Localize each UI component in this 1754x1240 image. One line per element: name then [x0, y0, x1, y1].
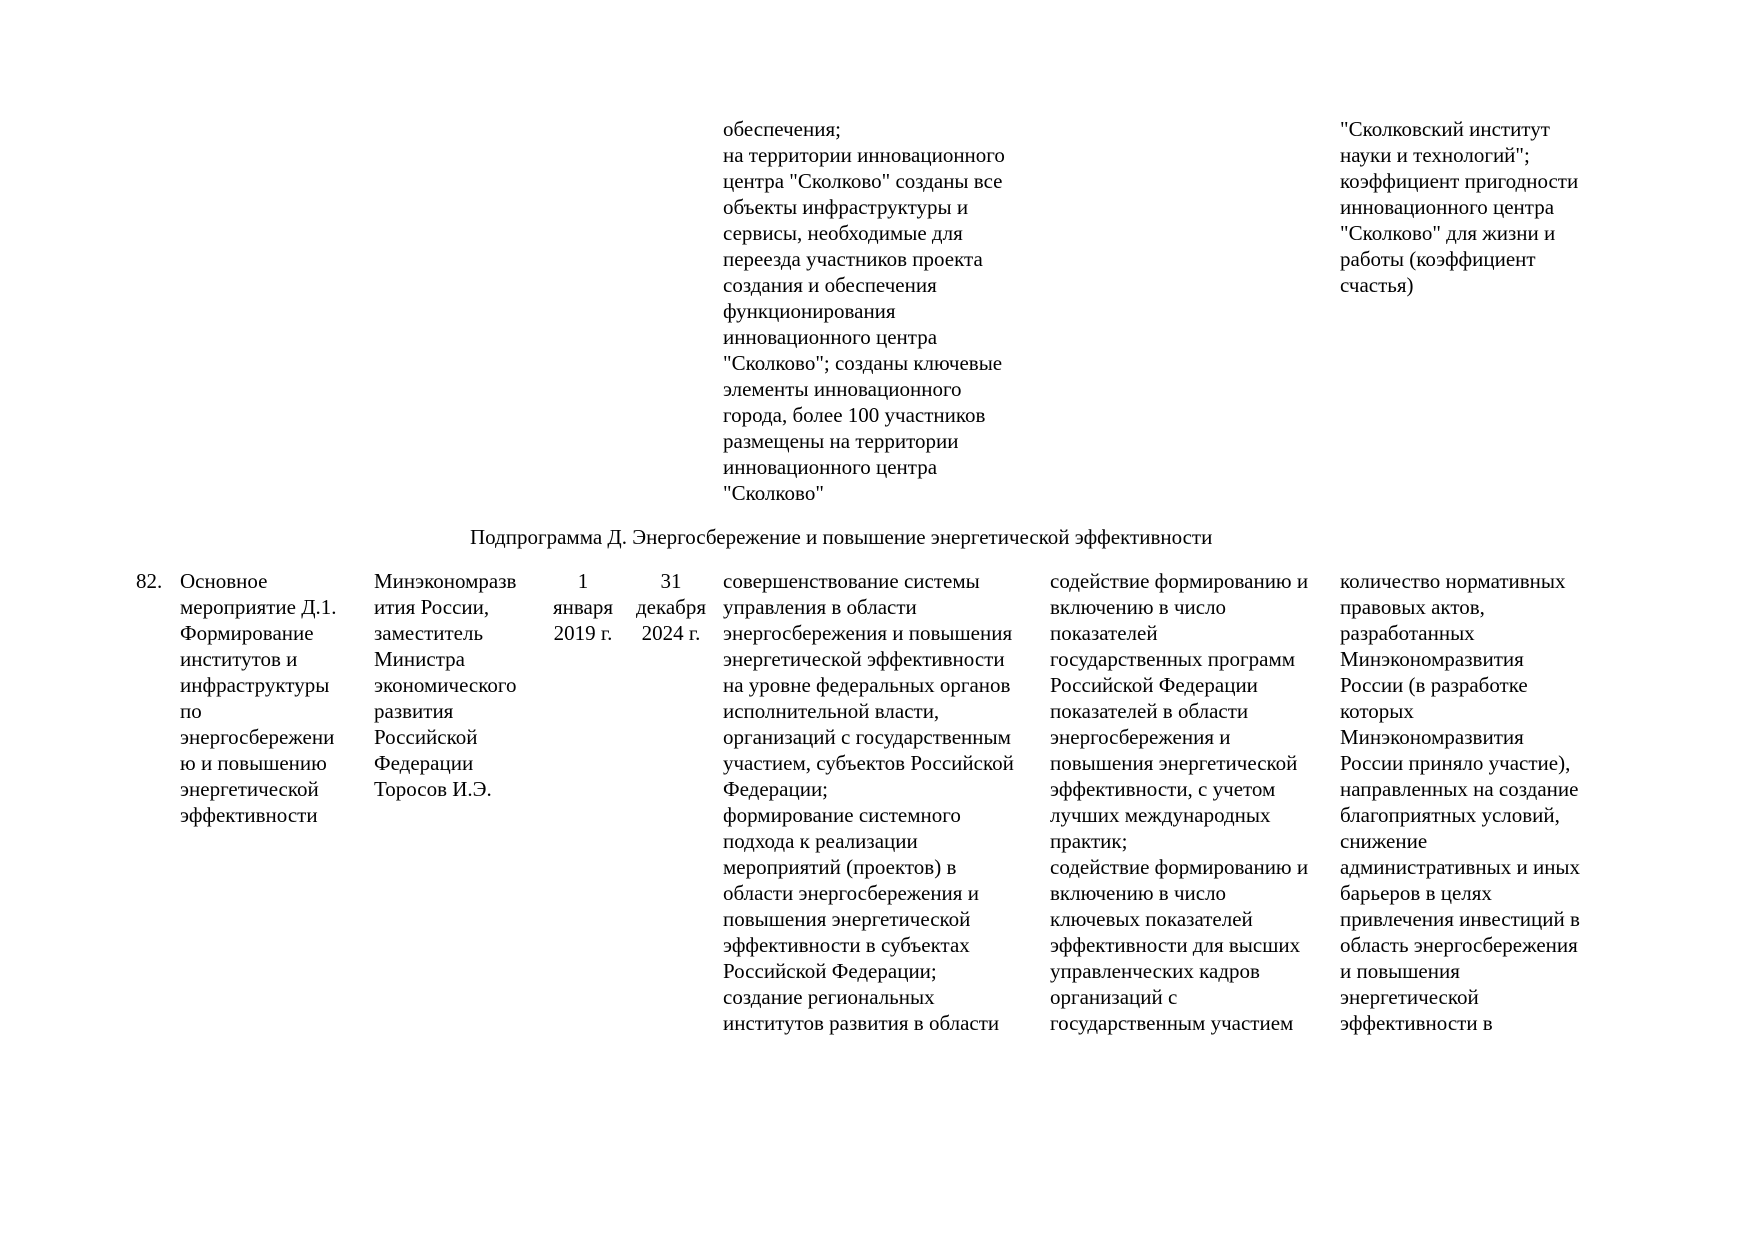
cell-end-date: 31 декабря 2024 г.: [635, 569, 707, 645]
cell-indicators-continuation: "Сколковский институт науки и технологий"; коэффициент пригодности инновационного центра "Сколково" для жизни и работы (коэффициент счастья): [1340, 117, 1579, 297]
cell-directions: содействие формированию и включению в число показателей государственных программ Российской Федерации показателей в области энергосбережения и повышения энергетической эффективности, с учетом лучших международных практик; содействие формированию и включению в число ключевых показателей эффективности для высших управленческих кадров организаций с государственным участием: [1050, 569, 1309, 1035]
cell-executor: Минэкономразв ития России, заместитель Министра экономического развития Российской Федерации Торосов И.Э.: [374, 569, 517, 801]
cell-start-date: 1 января 2019 г.: [552, 569, 614, 645]
cell-expected-results: совершенствование системы управления в области энергосбережения и повышения энергетической эффективности на уровне федеральных органов исполнительной власти, организаций с государственным участием, субъектов Российской Федерации; формирование системного подхода к реализации мероприятий (проектов) в области энергосбережения и повышения энергетической эффективности в субъектах Российской Федерации; создание региональных институтов развития в области: [723, 569, 1014, 1035]
subprogram-heading: Подпрограмма Д. Энергосбережение и повышение энергетической эффективности: [470, 525, 1213, 549]
cell-indicators: количество нормативных правовых актов, разработанных Минэкономразвития России (в разработке которых Минэкономразвития России приняло участие), направленных на создание благоприятных условий, снижение административных и иных барьеров в целях привлечения инвестиций в область энергосбережения и повышения энергетической эффективности в: [1340, 569, 1581, 1035]
row-number: 82.: [136, 569, 163, 593]
cell-measure-name: Основное мероприятие Д.1. Формирование институтов и инфраструктуры по энергосбережени ю и повышению энергетической эффективности: [180, 569, 337, 827]
cell-expected-results-continuation: обеспечения; на территории инновационного центра "Сколково" созданы все объекты инфраструктуры и сервисы, необходимые для переезда участников проекта создания и обеспечения функционирования инновационного центра "Сколково"; созданы ключевые элементы инновационного города, более 100 участников размещены на территории инновационного центра "Сколково": [723, 117, 1005, 505]
